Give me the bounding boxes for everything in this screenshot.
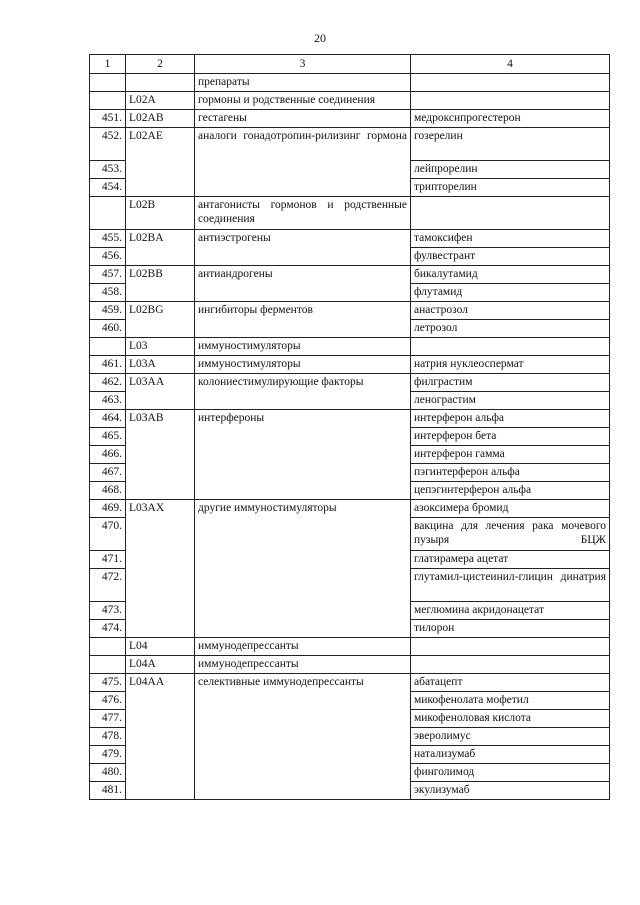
- group-name: другие иммуностимуляторы: [195, 500, 411, 638]
- row-number: 470.: [90, 518, 126, 551]
- atc-code: L03: [126, 338, 195, 356]
- drug-name: ленограстим: [411, 392, 610, 410]
- table-row: [90, 656, 610, 674]
- atc-code: L03AX: [126, 500, 195, 638]
- row-number: 467.: [90, 464, 126, 482]
- row-number: 469.: [90, 500, 126, 518]
- row-number: 477.: [90, 710, 126, 728]
- group-name: гестагены: [195, 110, 411, 128]
- row-number: 474.: [90, 620, 126, 638]
- row-number: 466.: [90, 446, 126, 464]
- drug-name: лейпрорелин: [411, 161, 610, 179]
- row-number: 479.: [90, 746, 126, 764]
- group-name: иммунодепрессанты: [195, 656, 411, 674]
- row-number: 457.: [90, 266, 126, 284]
- table-row: [90, 410, 610, 428]
- drug-name: [411, 338, 610, 356]
- table-row: [90, 197, 610, 230]
- drug-name: трипторелин: [411, 179, 610, 197]
- group-name: интерфероны: [195, 410, 411, 500]
- drug-name: тилорон: [411, 620, 610, 638]
- drug-name: абатацепт: [411, 674, 610, 692]
- row-number: 458.: [90, 284, 126, 302]
- row-number: 481.: [90, 782, 126, 800]
- row-number: [90, 638, 126, 656]
- table-row: [90, 110, 610, 128]
- table-row: [90, 302, 610, 320]
- row-number: [90, 74, 126, 92]
- group-name: ингибиторы ферментов: [195, 302, 411, 338]
- drug-name: финголимод: [411, 764, 610, 782]
- drug-name: фулвестрант: [411, 248, 610, 266]
- row-number: 454.: [90, 179, 126, 197]
- row-number: 472.: [90, 569, 126, 602]
- drug-name: микофенолата мофетил: [411, 692, 610, 710]
- atc-code: L02BG: [126, 302, 195, 338]
- header-col-4: 4: [411, 55, 610, 74]
- row-number: 451.: [90, 110, 126, 128]
- table-row: [90, 338, 610, 356]
- atc-code: L02A: [126, 92, 195, 110]
- drug-name: [411, 92, 610, 110]
- drug-name: интерферон альфа: [411, 410, 610, 428]
- drug-name: [411, 656, 610, 674]
- row-number: [90, 197, 126, 230]
- atc-code: L02AE: [126, 128, 195, 197]
- drug-name: меглюмина акридонацетат: [411, 602, 610, 620]
- drug-name: натализумаб: [411, 746, 610, 764]
- row-number: 471.: [90, 551, 126, 569]
- drug-name: интерферон гамма: [411, 446, 610, 464]
- group-name: антиэстрогены: [195, 230, 411, 266]
- drug-name: филграстим: [411, 374, 610, 392]
- table-row: [90, 500, 610, 518]
- row-number: 476.: [90, 692, 126, 710]
- group-name: селективные иммунодепрессанты: [195, 674, 411, 800]
- table-row: [90, 356, 610, 374]
- table-body: [90, 74, 610, 800]
- drug-name: пэгинтерферон альфа: [411, 464, 610, 482]
- drug-name: [411, 638, 610, 656]
- drug-name: интерферон бета: [411, 428, 610, 446]
- atc-code: L04A: [126, 656, 195, 674]
- row-number: [90, 338, 126, 356]
- group-name: колониестимулирующие факторы: [195, 374, 411, 410]
- row-number: 459.: [90, 302, 126, 320]
- row-number: 478.: [90, 728, 126, 746]
- group-name: антиандрогены: [195, 266, 411, 302]
- drug-name: бикалутамид: [411, 266, 610, 284]
- drug-name: гозерелин: [411, 128, 610, 161]
- row-number: [90, 92, 126, 110]
- atc-code: L03AA: [126, 374, 195, 410]
- atc-code: L04AA: [126, 674, 195, 800]
- row-number: 465.: [90, 428, 126, 446]
- group-name: антагонисты гормонов и родственные соединения: [195, 197, 411, 230]
- row-number: 452.: [90, 128, 126, 161]
- row-number: 462.: [90, 374, 126, 392]
- row-number: 460.: [90, 320, 126, 338]
- atc-code: L02AB: [126, 110, 195, 128]
- row-number: 473.: [90, 602, 126, 620]
- group-name: иммунодепрессанты: [195, 638, 411, 656]
- table-row: [90, 128, 610, 161]
- table-row: [90, 266, 610, 284]
- atc-code: L03AB: [126, 410, 195, 500]
- atc-code: L02B: [126, 197, 195, 230]
- drug-name: вакцина для лечения рака мочевого пузыря БЦЖ: [411, 518, 610, 551]
- drug-name: азоксимера бромид: [411, 500, 610, 518]
- header-col-2: 2: [126, 55, 195, 74]
- header-col-1: 1: [90, 55, 126, 74]
- drug-name: [411, 197, 610, 230]
- drug-name: флутамид: [411, 284, 610, 302]
- drug-name: глатирамера ацетат: [411, 551, 610, 569]
- group-name: аналоги гонадотропин-рилизинг гормона: [195, 128, 411, 197]
- row-number: 480.: [90, 764, 126, 782]
- drug-name: микофеноловая кислота: [411, 710, 610, 728]
- page-number: 20: [314, 31, 326, 45]
- table-row: [90, 674, 610, 692]
- group-name: гормоны и родственные соединения: [195, 92, 411, 110]
- atc-code: L02BB: [126, 266, 195, 302]
- drug-name: [411, 74, 610, 92]
- row-number: 455.: [90, 230, 126, 248]
- row-number: 468.: [90, 482, 126, 500]
- drug-name: эверолимус: [411, 728, 610, 746]
- table-row: [90, 92, 610, 110]
- atc-code: L04: [126, 638, 195, 656]
- row-number: 456.: [90, 248, 126, 266]
- drug-name: цепэгинтерферон альфа: [411, 482, 610, 500]
- drug-name: медроксипрогестерон: [411, 110, 610, 128]
- drug-name: тамоксифен: [411, 230, 610, 248]
- row-number: 453.: [90, 161, 126, 179]
- medication-table: [89, 54, 610, 800]
- drug-name: экулизумаб: [411, 782, 610, 800]
- table-row: [90, 74, 610, 92]
- table-row: [90, 374, 610, 392]
- drug-name: анастрозол: [411, 302, 610, 320]
- drug-name: летрозол: [411, 320, 610, 338]
- group-name: иммуностимуляторы: [195, 338, 411, 356]
- atc-code: L02BA: [126, 230, 195, 266]
- row-number: 461.: [90, 356, 126, 374]
- drug-name: натрия нуклеоспермат: [411, 356, 610, 374]
- atc-code: L03A: [126, 356, 195, 374]
- row-number: 475.: [90, 674, 126, 692]
- row-number: 463.: [90, 392, 126, 410]
- row-number: 464.: [90, 410, 126, 428]
- group-name: иммуностимуляторы: [195, 356, 411, 374]
- table-header: [90, 55, 610, 74]
- row-number: [90, 656, 126, 674]
- table-row: [90, 638, 610, 656]
- atc-code: [126, 74, 195, 92]
- header-col-3: 3: [195, 55, 411, 74]
- drug-name: глутамил-цистеинил-глицин динатрия: [411, 569, 610, 602]
- group-name: препараты: [195, 74, 411, 92]
- table-row: [90, 230, 610, 248]
